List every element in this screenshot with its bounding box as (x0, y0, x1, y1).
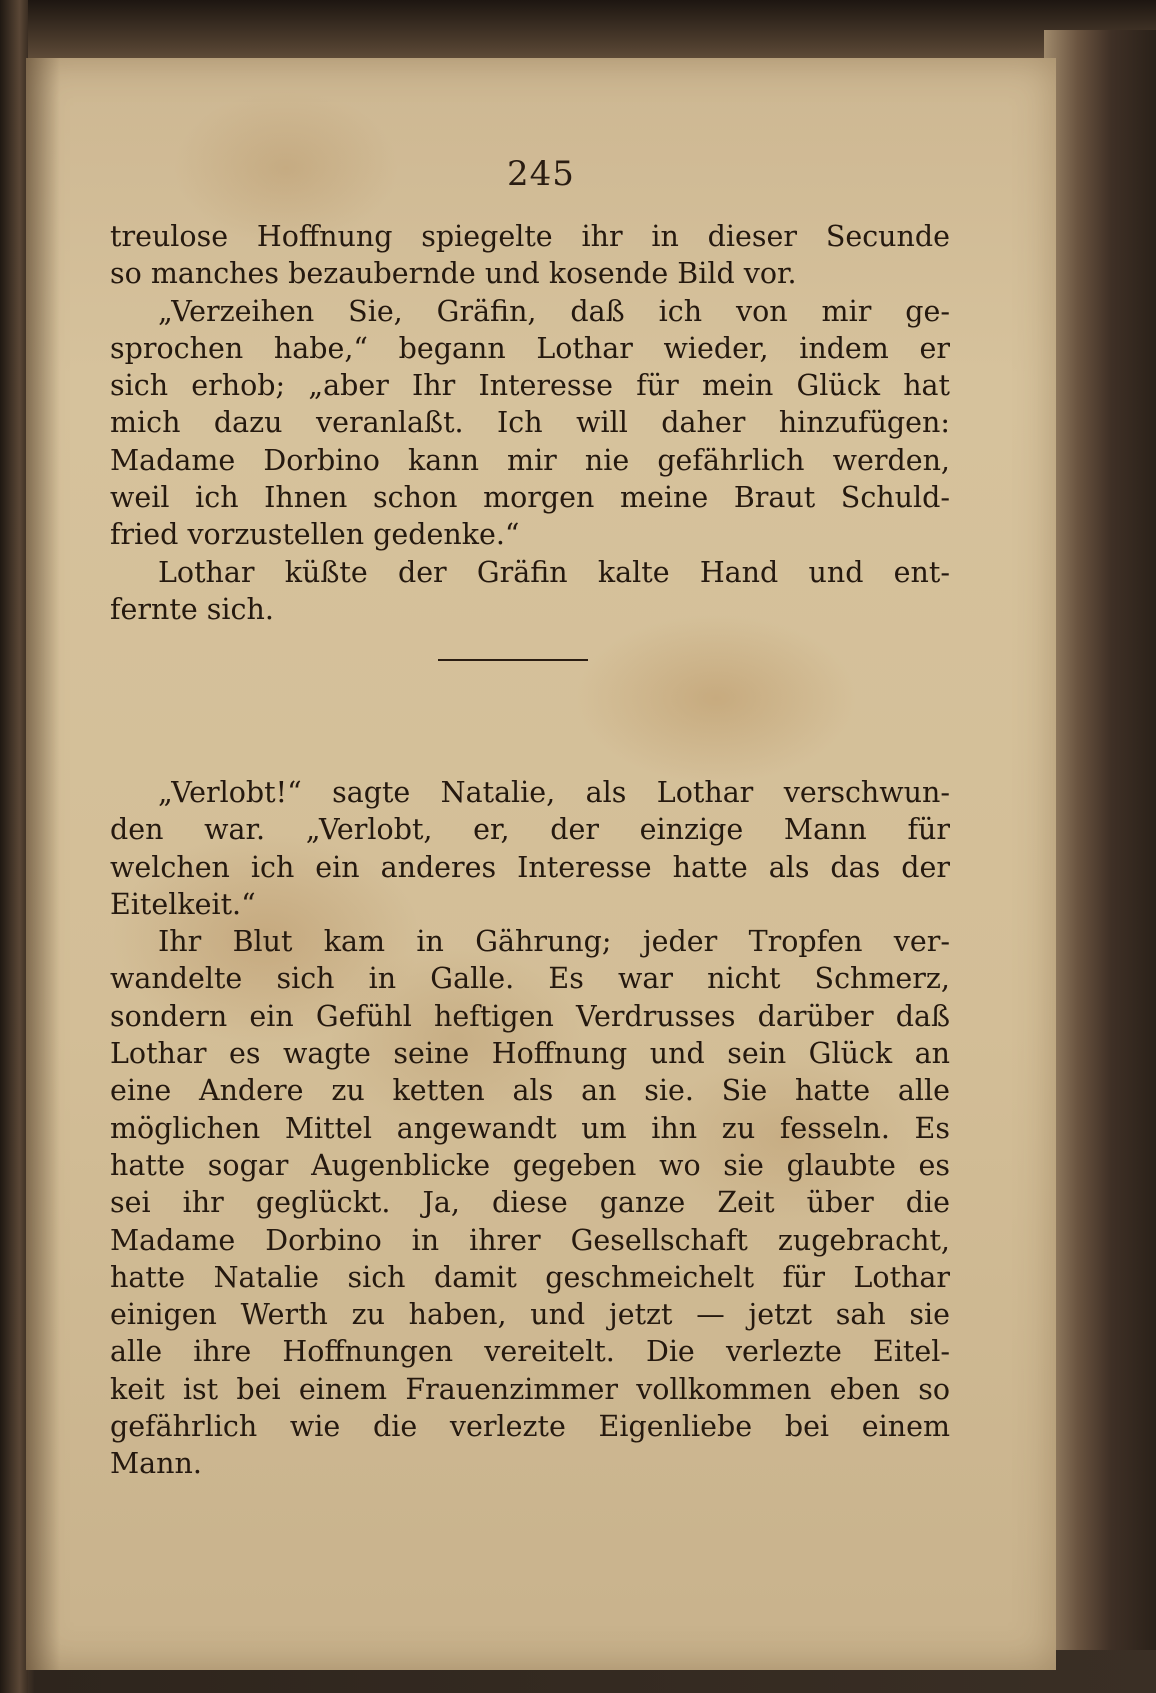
text-line: sondern ein Gefühl heftigen Verdrusses darüber daß (110, 999, 950, 1033)
text-line: alle ihre Hoffnungen vereitelt. Die verlezte Eitel- (110, 1335, 950, 1369)
text-line: Ihr Blut kam in Gährung; jeder Tropfen ver- (158, 925, 950, 959)
text-line: so manches bezaubernde und kosende Bild vor. (110, 257, 797, 291)
text-line: sich erhob; „aber Ihr Interesse für mein Glück hat (110, 369, 950, 403)
text-section-1 (110, 218, 950, 628)
text-line: treulose Hoffnung spiegelte ihr in dieser Secunde (110, 220, 950, 253)
text-line: Madame Dorbino kann mir nie gefährlich werden, (110, 443, 950, 477)
book-spine (1044, 30, 1156, 1650)
text-line: mich dazu veranlaßt. Ich will daher hinzufügen: (110, 406, 950, 440)
text-line: Eitelkeit.“ (110, 887, 256, 921)
text-line: sei ihr geglückt. Ja, diese ganze Zeit über die (110, 1186, 950, 1220)
book-page (26, 58, 1056, 1670)
text-line: Lothar küßte der Gräfin kalte Hand und ent- (158, 555, 950, 589)
text-line: Lothar es wagte seine Hoffnung und sein Glück an (110, 1037, 950, 1071)
text-line: gefährlich wie die verlezte Eigenliebe bei einem (110, 1410, 950, 1444)
text-line: Madame Dorbino in ihrer Gesellschaft zugebracht, (110, 1223, 950, 1257)
text-line: fried vorzustellen gedenke.“ (110, 518, 520, 552)
text-line: den war. „Verlobt, er, der einzige Mann für (110, 813, 950, 847)
text-line: fernte sich. (110, 592, 274, 626)
section-divider (438, 659, 588, 661)
text-line: wandelte sich in Galle. Es war nicht Schmerz, (110, 962, 950, 996)
text-line: weil ich Ihnen schon morgen meine Braut Schuld- (110, 481, 950, 515)
text-line: Mann. (110, 1447, 202, 1481)
text-line: eine Andere zu ketten als an sie. Sie hatte alle (110, 1074, 950, 1108)
book-left-edge (0, 0, 28, 1693)
text-line: welchen ich ein anderes Interesse hatte als das der (110, 850, 950, 884)
text-line: einigen Werth zu haben, und jetzt — jetzt sah sie (110, 1298, 950, 1332)
text-line: sprochen habe,“ begann Lothar wieder, indem er (110, 331, 950, 365)
text-line: hatte Natalie sich damit geschmeichelt für Lothar (110, 1260, 950, 1294)
text-line: hatte sogar Augenblicke gegeben wo sie glaubte es (110, 1148, 950, 1182)
text-line: keit ist bei einem Frauenzimmer vollkommen eben so (110, 1372, 950, 1406)
page-number: 245 (507, 154, 575, 194)
text-line: „Verlobt!“ sagte Natalie, als Lothar verschwun- (158, 776, 950, 809)
text-section-2 (110, 774, 950, 1483)
page-gutter-shadow (26, 58, 60, 1670)
text-line: „Verzeihen Sie, Gräfin, daß ich von mir ge- (158, 294, 950, 328)
text-line: möglichen Mittel angewandt um ihn zu fesseln. Es (110, 1111, 950, 1145)
